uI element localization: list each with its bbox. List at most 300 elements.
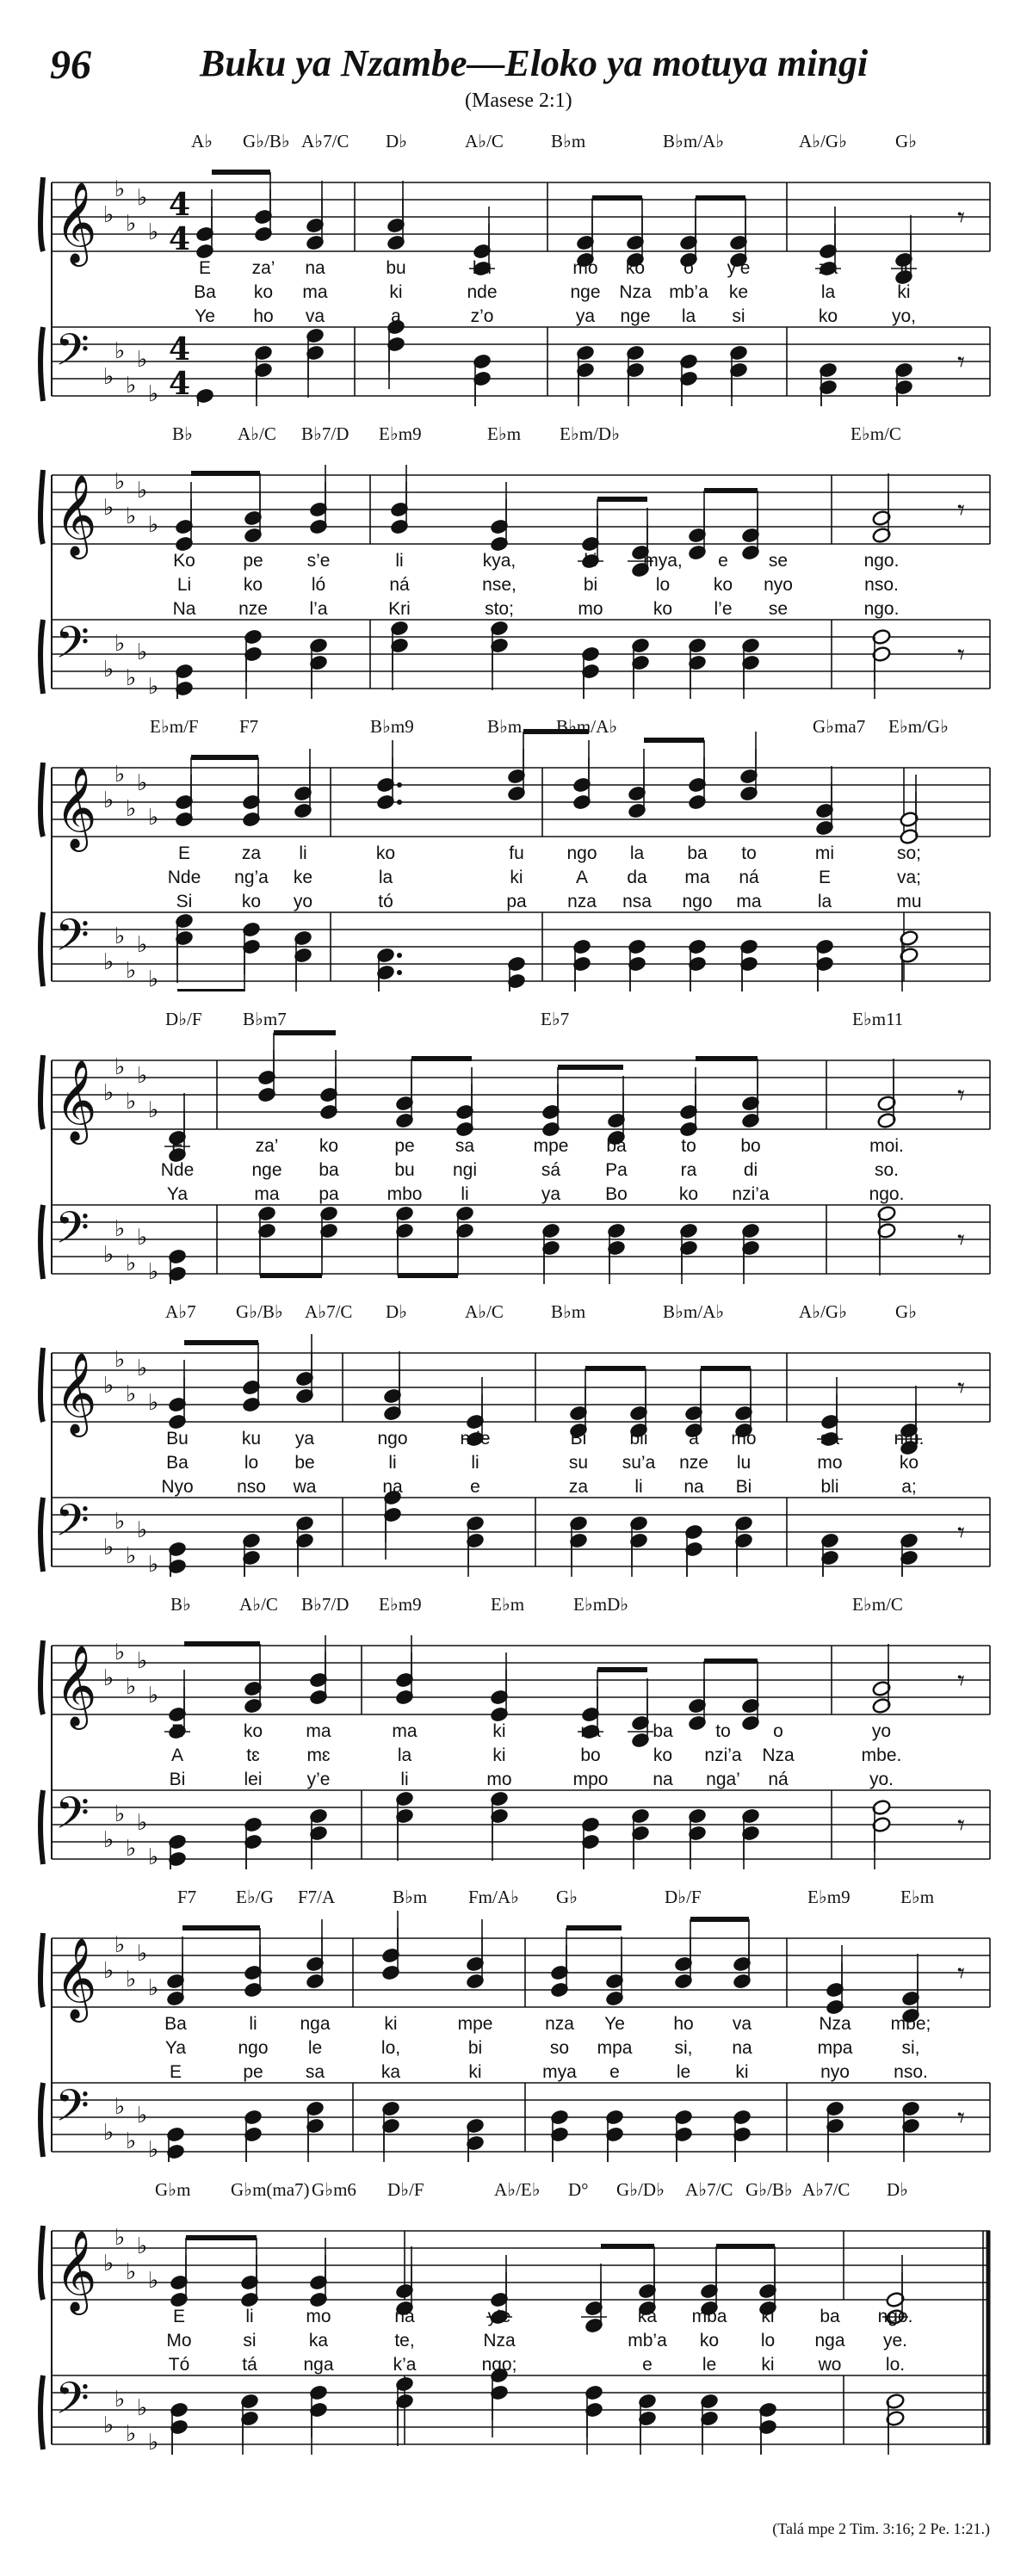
flat-sign: ♭ [114, 924, 126, 949]
footnote-references: (Talá mpe 2 Tim. 3:16; 2 Pe. 1:21.) [772, 2520, 990, 2537]
chord-symbol: F7 [239, 716, 259, 737]
flat-sign: ♭ [126, 1089, 137, 1115]
chord-symbol: E♭m11 [852, 1009, 904, 1029]
chord-symbol: D♭/F [665, 1887, 702, 1907]
lyric-syllable: mo [306, 2307, 331, 2326]
lyric-syllable: ho [253, 306, 274, 326]
flat-sign: ♭ [126, 1836, 137, 1862]
eighth-rest: 𝄾 [957, 1808, 966, 1843]
chord-symbol: D♭/F [165, 1009, 202, 1029]
song-title: Buku ya Nzambe—Eloko ya motuya mingi [200, 42, 869, 84]
lyric-syllable: ko [713, 575, 733, 595]
lyric-syllable: Ba [194, 282, 216, 302]
lyric-syllable: lei [244, 1770, 263, 1789]
flat-sign: ♭ [114, 469, 126, 495]
flat-sign: ♭ [148, 1390, 159, 1416]
lyric-syllable: Pa [605, 1160, 628, 1180]
lyric-syllable: Bu [166, 1429, 189, 1449]
music-system [0, 131, 1033, 406]
lyric-line-verse-2 [0, 1745, 1033, 1770]
lyric-syllable: li [388, 1453, 397, 1473]
chord-symbol: E♭m [900, 1887, 935, 1907]
lyric-syllable: mo [578, 599, 603, 619]
music-system [0, 2179, 1033, 2455]
lyric-syllable: bli [629, 1429, 648, 1449]
lyric-syllable: se [768, 551, 789, 571]
chord-symbol: E♭m/C [852, 1594, 903, 1615]
lyric-syllable: mbo [387, 1184, 423, 1204]
lyric-syllable: ko [241, 892, 262, 911]
lyric-syllable: ko [818, 306, 838, 326]
lyric-line-verse-1 [0, 551, 1033, 575]
lyric-syllable: a [391, 306, 401, 326]
lyric-line-verse-2 [0, 868, 1033, 892]
lyric-syllable: ná [739, 868, 759, 887]
lyric-syllable: E [818, 868, 832, 887]
treble-clef-icon: 𝄞 [55, 182, 97, 263]
lyric-syllable: la [681, 306, 696, 326]
lyric-syllable: Ba [164, 2014, 187, 2034]
lyric-syllable: to [681, 1136, 696, 1156]
lyric-syllable: ra [680, 1160, 697, 1180]
chord-symbol: A♭/E♭ [494, 2179, 541, 2200]
flat-sign: ♭ [114, 176, 126, 202]
flat-sign: ♭ [126, 1381, 137, 1407]
lyric-syllable: ko [375, 843, 396, 863]
flat-sign: ♭ [137, 347, 148, 373]
flat-sign: ♭ [103, 788, 114, 813]
lyric-syllable: o [773, 1721, 783, 1741]
lyric-syllable: lo. [885, 2355, 906, 2375]
lyric-syllable: ya [575, 306, 596, 326]
lyric-syllable: ma [306, 1721, 331, 1741]
lyric-syllable: ko [319, 1136, 339, 1156]
lyric-syllable: ke [728, 282, 749, 302]
chord-symbol: G♭/B♭ [745, 2179, 793, 2200]
chord-symbol: G♭ [895, 1301, 918, 1322]
lyric-syllable: si [243, 2331, 257, 2351]
lyric-syllable: mpo [572, 1770, 609, 1789]
flat-sign: ♭ [103, 1535, 114, 1560]
chord-symbol: E♭m [491, 1594, 525, 1615]
bass-clef-icon: 𝄢 [55, 1202, 90, 1264]
flat-sign: ♭ [137, 639, 148, 665]
lyric-syllable: nde [460, 1429, 491, 1449]
chord-symbol: G♭ [895, 131, 918, 151]
lyric-syllable: bo [740, 1136, 761, 1156]
lyric-syllable: k’a [393, 2355, 417, 2375]
lyric-syllable: ná [389, 575, 410, 595]
lyric-syllable: kya, [482, 551, 516, 571]
bass-clef-icon: 𝄢 [55, 324, 90, 386]
lyric-syllable: nza [545, 2014, 574, 2034]
lyric-syllable: a [689, 1429, 699, 1449]
flat-sign: ♭ [148, 2137, 159, 2162]
lyric-syllable: pe [243, 551, 263, 571]
flat-sign: ♭ [126, 665, 137, 691]
lyric-syllable: E [172, 2307, 186, 2326]
lyric-syllable: nga [300, 2014, 331, 2034]
lyric-syllable: nyo [764, 575, 793, 595]
lyric-line-verse-1 [0, 2014, 1033, 2038]
chord-symbol: B♭ [170, 1594, 191, 1615]
chord-symbol: F7/A [298, 1887, 336, 1907]
bass-clef-icon: 𝄢 [55, 1787, 90, 1850]
lyric-syllable: la [629, 843, 645, 863]
chord-symbol: G♭/B♭ [243, 131, 290, 151]
lyric-syllable: mo [572, 258, 598, 278]
lyric-syllable: ko [253, 282, 274, 302]
lyric-syllable: ho [673, 2014, 694, 2034]
lyric-syllable: la [397, 1745, 412, 1765]
lyric-syllable: ló [311, 575, 326, 595]
lyric-syllable: te, [394, 2331, 415, 2351]
chord-symbol: G♭m(ma7) [231, 2179, 310, 2200]
flat-sign: ♭ [103, 2251, 114, 2276]
lyric-syllable: ka [380, 2062, 401, 2082]
lyric-syllable: ya [294, 1429, 315, 1449]
chord-symbol: D♭ [887, 2179, 909, 2200]
dot [397, 970, 402, 975]
chord-symbol: E♭m9 [807, 1887, 851, 1907]
lyric-syllable: ko [625, 258, 646, 278]
lyric-syllable: mu [896, 892, 922, 911]
eighth-rest: 𝄾 [957, 1223, 966, 1257]
lyric-syllable: sa [820, 1429, 840, 1449]
flat-sign: ♭ [148, 1097, 159, 1123]
flat-sign: ♭ [103, 1958, 114, 1984]
lyric-syllable: E [177, 843, 191, 863]
lyric-syllable: A [170, 1745, 184, 1765]
flat-sign: ♭ [126, 503, 137, 529]
lyric-syllable: Ya [166, 1184, 189, 1204]
flat-sign: ♭ [114, 2225, 126, 2251]
lyric-syllable: li [395, 551, 404, 571]
chord-symbol: D♭/F [387, 2179, 424, 2200]
lyric-syllable: na [580, 1721, 601, 1741]
chord-symbol: F7 [177, 1887, 197, 1907]
music-system [0, 1594, 1033, 1869]
lyric-syllable: ma [302, 282, 328, 302]
lyric-syllable: ma [684, 868, 710, 887]
lyric-syllable: sa [455, 1136, 475, 1156]
lyric-syllable: a; [901, 1477, 917, 1497]
time-signature-top: 4 [169, 187, 191, 223]
lyric-syllable: lo [655, 575, 671, 595]
lyric-syllable: ná [768, 1770, 789, 1789]
treble-clef-icon: 𝄞 [55, 1059, 97, 1141]
lyric-syllable: ko [678, 1184, 699, 1204]
lyric-syllable: si [732, 306, 745, 326]
lyric-syllable: wa [293, 1477, 317, 1497]
lyric-syllable: ngo; [481, 2355, 517, 2375]
lyric-syllable: Nza [619, 282, 652, 302]
treble-clef-icon: 𝄞 [55, 1352, 97, 1434]
flat-sign: ♭ [148, 1844, 159, 1869]
flat-sign: ♭ [126, 2128, 137, 2154]
lyric-syllable: mpa [597, 2038, 633, 2058]
chord-symbol: B♭m7 [243, 1009, 287, 1029]
lyric-line-verse-3 [0, 1184, 1033, 1208]
lyric-line-verse-1 [0, 1136, 1033, 1160]
flat-sign: ♭ [114, 1801, 126, 1827]
chord-symbol: A♭7/C [305, 1301, 353, 1322]
treble-clef-icon: 𝄞 [55, 2230, 97, 2312]
chord-symbol: G♭/B♭ [236, 1301, 283, 1322]
lyric-line-verse-3 [0, 2355, 1033, 2379]
eighth-rest: 𝄾 [957, 1956, 966, 1991]
lyric-syllable: za [241, 843, 262, 863]
lyric-syllable: mo [817, 1453, 843, 1473]
lyric-syllable: ki [492, 1745, 506, 1765]
song-header [0, 34, 1033, 120]
bass-clef-icon: 𝄢 [55, 1494, 90, 1557]
chord-symbol: D° [568, 2179, 589, 2200]
lyric-syllable: lo, [380, 2038, 401, 2058]
flat-sign: ♭ [126, 1967, 137, 1992]
lyric-syllable: ka [308, 2331, 329, 2351]
lyric-syllable: nga [303, 2355, 334, 2375]
dot [397, 782, 402, 788]
lyric-syllable: ye. [882, 2331, 908, 2351]
lyric-syllable: ba [606, 1136, 627, 1156]
chord-symbol: A♭7 [165, 1301, 196, 1322]
flat-sign: ♭ [126, 1674, 137, 1700]
chord-symbol: A♭/G♭ [799, 131, 847, 151]
lyric-syllable: ma [392, 1721, 418, 1741]
lyric-syllable: Bi [169, 1770, 186, 1789]
flat-sign: ♭ [114, 1932, 126, 1958]
lyric-syllable: e [470, 1477, 480, 1497]
lyric-syllable: nso [237, 1477, 266, 1497]
lyric-syllable: ki [761, 2307, 775, 2326]
lyric-syllable: Nza [819, 2014, 851, 2034]
lyric-syllable: fu [509, 843, 524, 863]
lyric-syllable: ki [761, 2355, 775, 2375]
eighth-rest: 𝄾 [957, 638, 966, 672]
song-number: 96 [50, 42, 91, 88]
lyric-syllable: yo [871, 1721, 892, 1741]
lyric-syllable: le [676, 2062, 691, 2082]
lyric-syllable: o [684, 258, 694, 278]
lyric-syllable: Tó [168, 2355, 190, 2375]
chord-symbol: B♭m [393, 1887, 428, 1907]
lyric-syllable: li [299, 843, 307, 863]
music-system [0, 1887, 1033, 2162]
lyric-syllable: Ko [173, 551, 195, 571]
lyric-syllable: bi [583, 575, 598, 595]
flat-sign: ♭ [126, 1543, 137, 1569]
lyric-syllable: mo [486, 1770, 512, 1789]
lyric-line-verse-2 [0, 2331, 1033, 2355]
chord-symbol: G♭m [155, 2179, 191, 2200]
lyric-syllable: Kri [388, 599, 411, 619]
flat-sign: ♭ [126, 796, 137, 822]
treble-clef-icon: 𝄞 [55, 1937, 97, 2019]
lyric-syllable: mi [814, 843, 835, 863]
lyric-syllable: la [378, 868, 393, 887]
lyric-line-verse-1 [0, 1721, 1033, 1745]
chord-symbol: E♭mD♭ [573, 1594, 629, 1615]
chord-symbol: B♭m [487, 716, 523, 737]
lyric-syllable: ba [820, 2307, 840, 2326]
lyric-syllable: ba [319, 1160, 339, 1180]
lyric-syllable: tá [242, 2355, 257, 2375]
flat-sign: ♭ [148, 219, 159, 245]
lyric-syllable: ngo. [877, 2307, 913, 2326]
lyric-syllable: nyo [820, 2062, 850, 2082]
lyric-syllable: tɛ [246, 1745, 260, 1765]
chord-symbol: B♭m [551, 1301, 586, 1322]
lyric-syllable: yo. [869, 1770, 894, 1789]
chord-symbol: A♭ [191, 131, 213, 151]
lyric-syllable: ki [584, 551, 597, 571]
lyric-syllable: na [653, 1770, 673, 1789]
flat-sign: ♭ [137, 478, 148, 503]
chord-symbol: A♭7/C [802, 2179, 851, 2200]
lyric-syllable: tó [378, 892, 393, 911]
chord-symbol: G♭m6 [312, 2179, 356, 2200]
lyric-syllable: si, [674, 2038, 693, 2058]
lyric-syllable: to [715, 1721, 731, 1741]
flat-sign: ♭ [103, 949, 114, 975]
chord-symbol: A♭/C [465, 131, 504, 151]
flat-sign: ♭ [103, 2412, 114, 2438]
lyric-syllable: za [818, 258, 838, 278]
time-signature-top: 4 [169, 331, 191, 368]
lyric-syllable: be [294, 1453, 315, 1473]
flat-sign: ♭ [103, 1242, 114, 1268]
lyric-syllable: le [702, 2355, 717, 2375]
lyric-syllable: na [732, 2038, 752, 2058]
flat-sign: ♭ [137, 2395, 148, 2421]
lyric-syllable: ko [699, 2331, 720, 2351]
flat-sign: ♭ [103, 1080, 114, 1106]
lyric-syllable: di [743, 1160, 758, 1180]
lyric-syllable: ngo [377, 1429, 408, 1449]
eighth-rest: 𝄾 [957, 1078, 966, 1113]
lyric-syllable: ki [384, 2014, 398, 2034]
flat-sign: ♭ [114, 631, 126, 657]
lyric-syllable: li [245, 2307, 254, 2326]
flat-sign: ♭ [137, 1941, 148, 1967]
flat-sign: ♭ [103, 495, 114, 521]
lyric-syllable: ko [243, 575, 263, 595]
chord-symbol: D♭ [386, 131, 408, 151]
chord-symbol: G♭/D♭ [616, 2179, 665, 2200]
flat-sign: ♭ [137, 2103, 148, 2128]
lyric-syllable: E [169, 2062, 182, 2082]
chord-symbol: D♭ [386, 1301, 408, 1322]
lyric-syllable: lo [244, 1453, 259, 1473]
chord-symbol: B♭m/A♭ [556, 716, 618, 737]
dot [397, 800, 402, 805]
lyric-syllable: se [768, 599, 789, 619]
lyric-syllable: za’ [255, 1136, 279, 1156]
treble-clef-icon: 𝄞 [55, 474, 97, 556]
lyric-syllable: le [307, 2038, 323, 2058]
lyric-syllable: A [575, 868, 589, 887]
lyric-syllable: Ya [164, 2038, 187, 2058]
lyric-syllable: mɛ [306, 1745, 331, 1765]
lyric-syllable: ku [241, 1429, 262, 1449]
lyric-syllable: mba [691, 2307, 727, 2326]
flat-sign: ♭ [103, 202, 114, 228]
bass-clef-icon: 𝄢 [55, 616, 90, 679]
lyric-syllable: ma [254, 1184, 280, 1204]
flat-sign: ♭ [137, 1356, 148, 1381]
lyric-syllable: ki [468, 2062, 482, 2082]
flat-sign: ♭ [148, 967, 159, 991]
lyric-syllable: Na [172, 599, 196, 619]
flat-sign: ♭ [114, 2094, 126, 2120]
chord-symbol: A♭/C [239, 1594, 278, 1615]
flat-sign: ♭ [126, 2421, 137, 2447]
chord-symbol: B♭ [172, 423, 193, 444]
lyric-syllable: y’e [727, 258, 751, 278]
lyric-syllable: Si [176, 892, 193, 911]
lyric-syllable: nge [570, 282, 601, 302]
flat-sign: ♭ [103, 364, 114, 390]
lyric-syllable: lo [760, 2331, 776, 2351]
lyric-syllable: nge [251, 1160, 282, 1180]
lyric-line-verse-3 [0, 599, 1033, 623]
lyric-line-verse-2 [0, 1160, 1033, 1184]
lyric-syllable: Nza [762, 1745, 795, 1765]
lyric-syllable: y’e [306, 1770, 331, 1789]
lyric-syllable: s’e [306, 551, 331, 571]
lyric-syllable: va [305, 306, 325, 326]
lyric-syllable: bu [386, 258, 406, 278]
lyric-line-verse-1 [0, 2307, 1033, 2331]
treble-clef-icon: 𝄞 [55, 1645, 97, 1727]
flat-sign: ♭ [148, 1259, 159, 1284]
lyric-syllable: Bi [570, 1429, 587, 1449]
chord-symbol: A♭/C [465, 1301, 504, 1322]
lyric-syllable: li [900, 258, 908, 278]
lyric-syllable: na [305, 258, 325, 278]
lyric-syllable: za [568, 1477, 589, 1497]
chord-symbol: A♭7/C [301, 131, 349, 151]
lyric-syllable: pa [506, 892, 527, 911]
chord-symbol: B♭m9 [370, 716, 414, 737]
lyric-syllable: Nza [483, 2331, 516, 2351]
lyric-syllable: E [170, 1721, 184, 1741]
lyric-syllable: ki [389, 282, 403, 302]
lyric-syllable: nze [679, 1453, 708, 1473]
lyric-syllable: ke [293, 868, 313, 887]
flat-sign: ♭ [137, 770, 148, 796]
flat-sign: ♭ [148, 805, 159, 831]
flat-sign: ♭ [137, 1063, 148, 1089]
lyric-syllable: so. [874, 1160, 900, 1180]
lyric-syllable: nge [620, 306, 651, 326]
lyric-syllable: nza [567, 892, 597, 911]
lyric-syllable: ki [510, 868, 523, 887]
lyric-syllable: ng’a [234, 868, 269, 887]
lyric-syllable: nso. [864, 575, 899, 595]
chord-symbol: G♭ [556, 1887, 578, 1907]
flat-sign: ♭ [103, 1373, 114, 1399]
flat-sign: ♭ [114, 2387, 126, 2412]
chord-symbol: E♭m9 [379, 1594, 422, 1615]
lyric-syllable: ntu. [894, 1429, 925, 1449]
lyric-line-verse-3 [0, 1770, 1033, 1794]
flat-sign: ♭ [148, 2268, 159, 2294]
lyric-syllable: mbe. [861, 1745, 902, 1765]
lyric-syllable: yo [293, 892, 313, 911]
flat-sign: ♭ [126, 958, 137, 984]
